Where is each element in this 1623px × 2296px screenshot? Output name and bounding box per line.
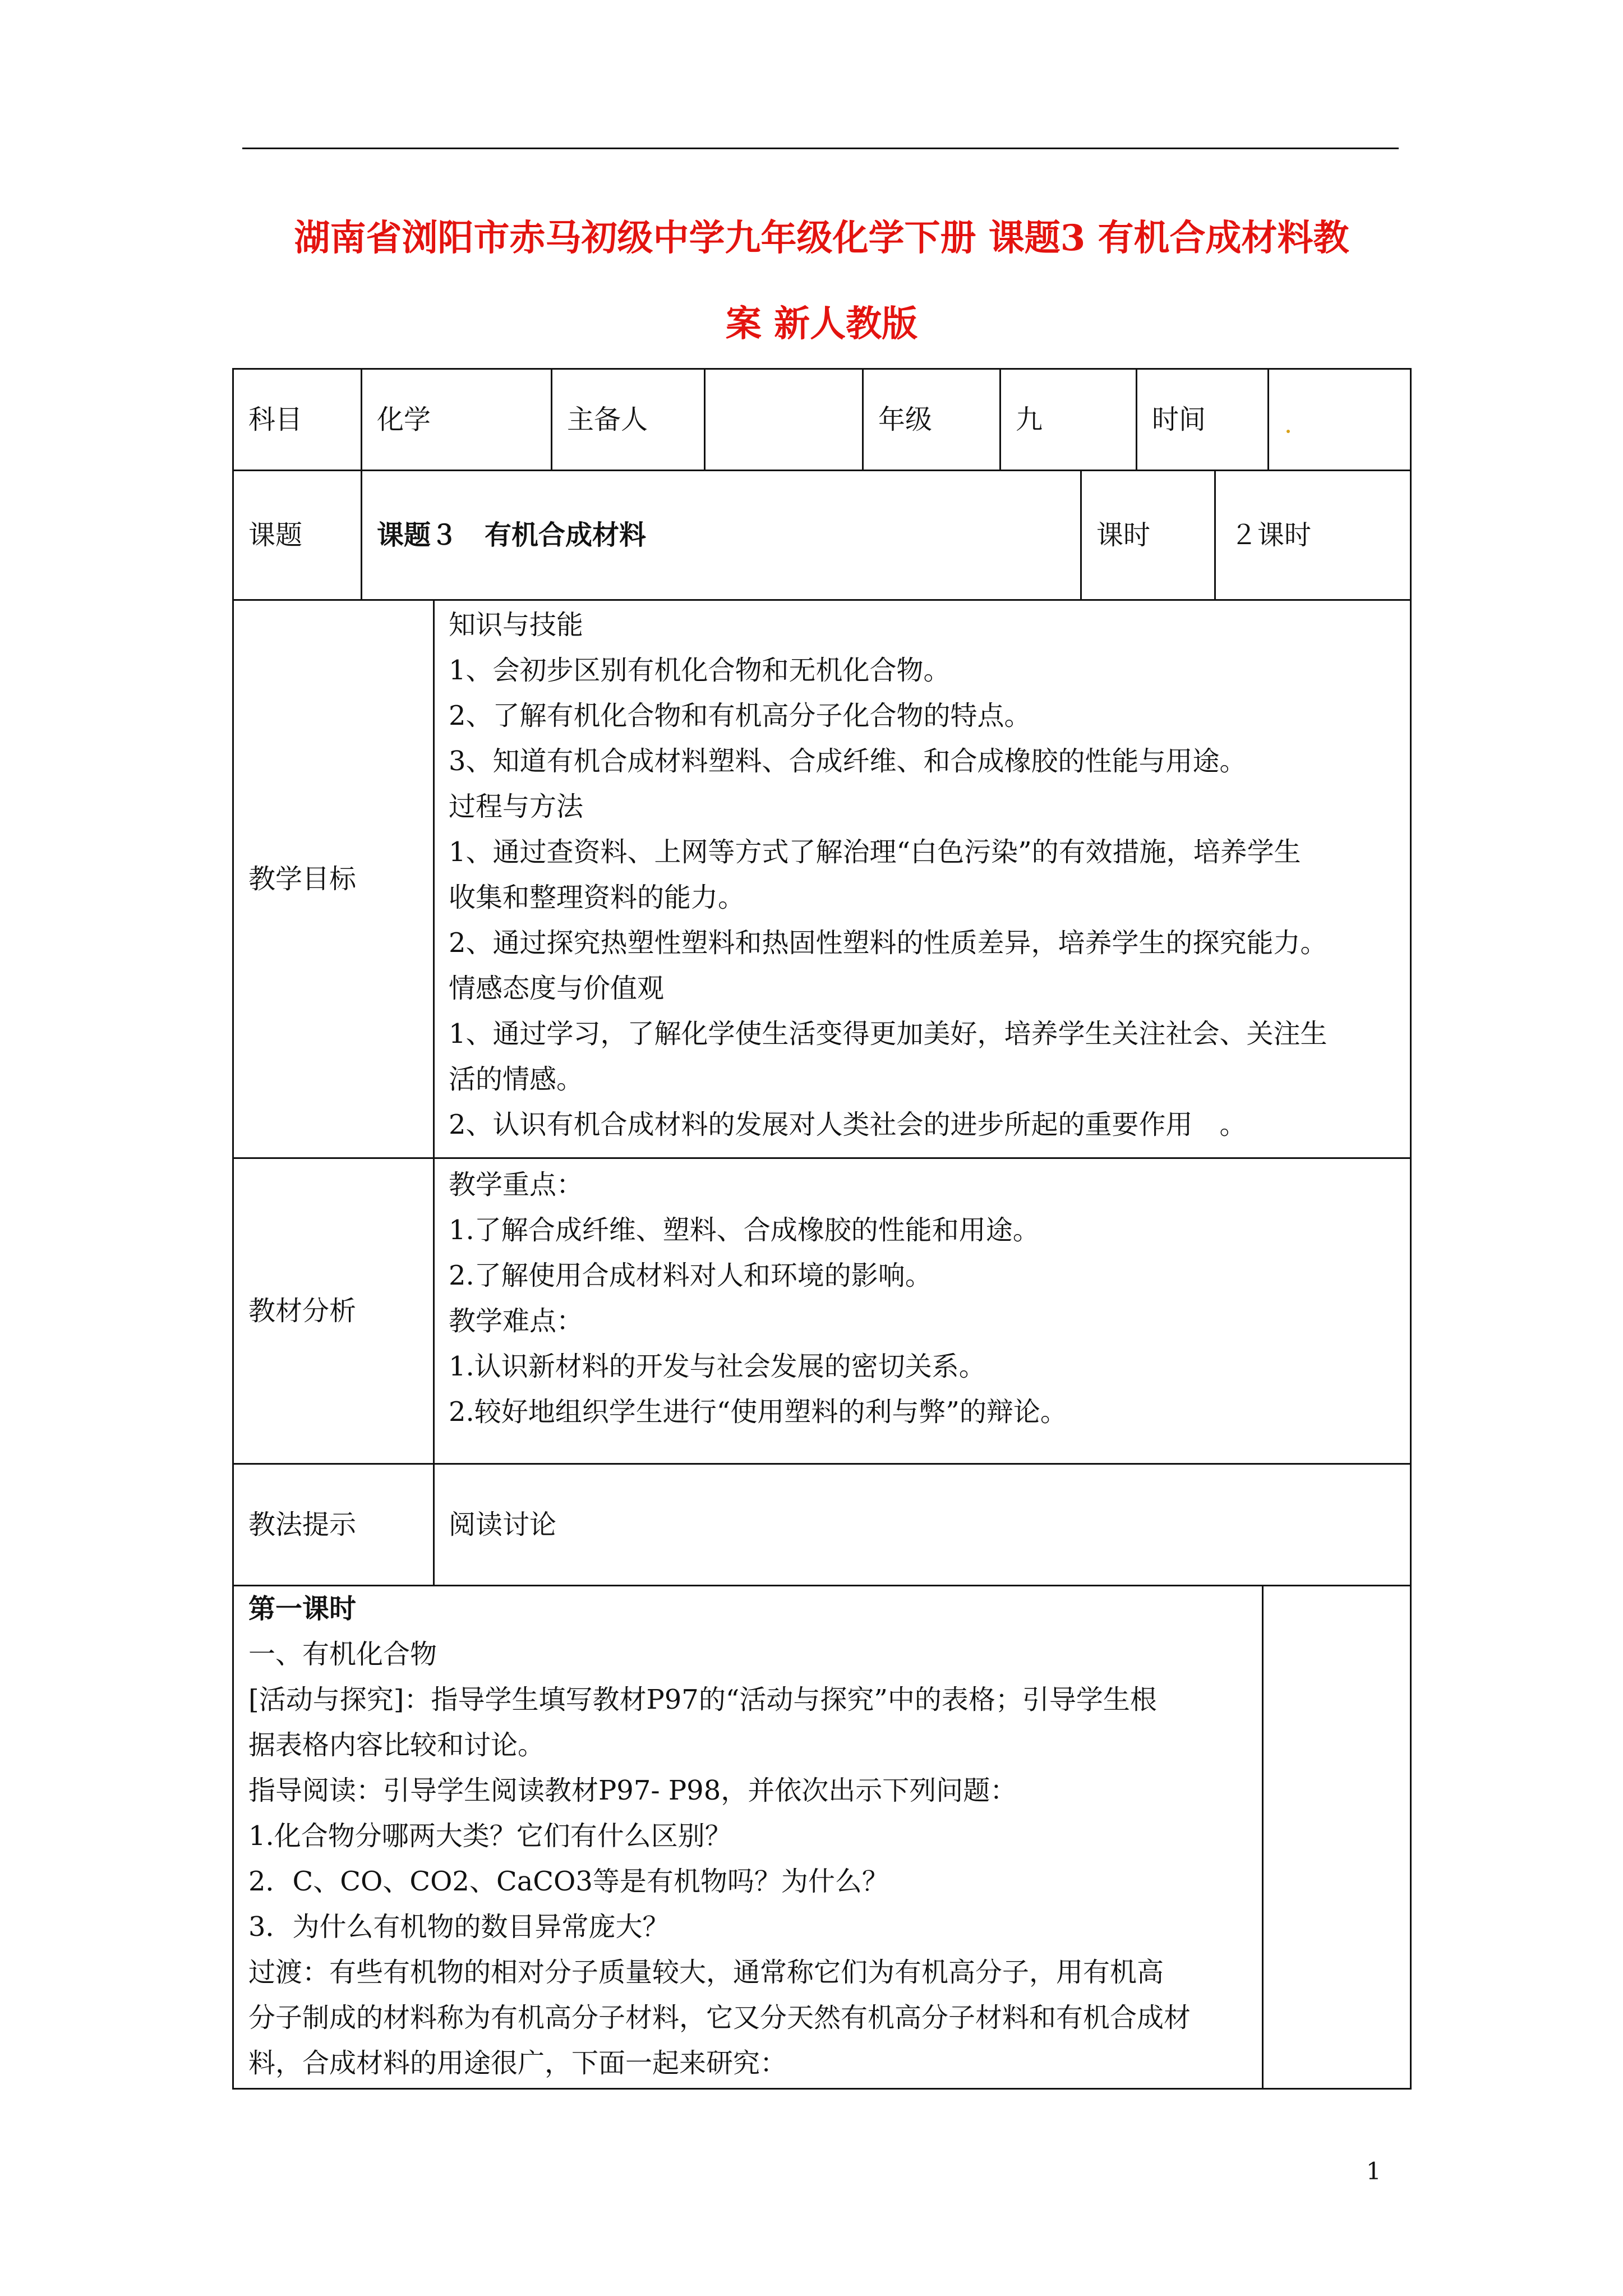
header-rule [242, 148, 1399, 149]
objectives-line: 1、通过学习，了解化学使生活变得更加美好，培养学生关注社会、关注生 [449, 1018, 1327, 1050]
grade-value: 九 [1016, 404, 1043, 435]
method-row [232, 1463, 1412, 1586]
objectives-line: 知识与技能 [449, 609, 584, 641]
info-divider [999, 368, 1001, 471]
lesson-line: 3．为什么有机物的数目异常庞大？ [248, 1911, 670, 1943]
analysis-divider [433, 1157, 435, 1465]
objectives-content [449, 602, 1327, 1148]
objectives-line: 1、通过查资料、上网等方式了解治理“白色污染”的有效措施，培养学生 [449, 836, 1301, 868]
stray-mark [1287, 430, 1290, 433]
info-divider [1136, 368, 1137, 471]
subject-label: 科目 [248, 404, 303, 435]
objectives-line: 2、认识有机合成材料的发展对人类社会的进步所起的重要作用 。 [449, 1109, 1247, 1140]
method-label: 教法提示 [248, 1509, 357, 1540]
objectives-line: 过程与方法 [449, 791, 584, 822]
lesson-line: 分子制成的材料称为有机高分子材料，它又分天然有机高分子材料和有机合成材 [248, 2002, 1191, 2033]
lesson-divider [1262, 1585, 1264, 2090]
objectives-line: 活的情感。 [449, 1064, 584, 1095]
grade-label: 年级 [878, 404, 933, 435]
analysis-line: 教学难点： [449, 1305, 584, 1337]
topic-divider [1080, 470, 1082, 601]
analysis-line: 2.较好地组织学生进行“使用塑料的利与弊”的辩论。 [449, 1396, 1067, 1428]
analysis-line: 1.认识新材料的开发与社会发展的密切关系。 [449, 1351, 986, 1382]
preparer-label: 主备人 [567, 404, 648, 435]
subject-value: 化学 [377, 404, 431, 435]
analysis-line: 1.了解合成纤维、塑料、合成橡胶的性能和用途。 [449, 1214, 1040, 1246]
lesson-line: 过渡：有些有机物的相对分子质量较大，通常称它们为有机高分子，用有机高 [248, 1957, 1164, 1988]
objectives-label: 教学目标 [248, 863, 357, 895]
page-number: 1 [1366, 2157, 1381, 2185]
lesson-line: 一、有机化合物 [248, 1639, 437, 1670]
objectives-line: 2、通过探究热塑性塑料和热固性塑料的性质差异，培养学生的探究能力。 [449, 927, 1327, 959]
info-divider [704, 368, 706, 471]
method-value: 阅读讨论 [449, 1509, 557, 1540]
info-divider [551, 368, 552, 471]
hours-value: ２课时 [1230, 519, 1312, 551]
info-divider [361, 368, 362, 471]
info-divider [862, 368, 864, 471]
objectives-line: 情感态度与价值观 [449, 973, 665, 1004]
hours-label: 课时 [1096, 519, 1151, 551]
topic-label: 课题 [248, 519, 303, 551]
document-title-line-1: 湖南省浏阳市赤马初级中学九年级化学下册 课题3 有机合成材料教 [294, 217, 1349, 259]
objectives-divider [433, 599, 435, 1159]
lesson-heading: 第一课时 [248, 1593, 357, 1625]
time-label: 时间 [1152, 404, 1206, 435]
objectives-line: 3、知道有机合成材料塑料、合成纤维、和合成橡胶的性能与用途。 [449, 746, 1247, 777]
lesson-line: 2．C、CO、CO2、CaCO3等是有机物吗？为什么？ [248, 1866, 889, 1897]
analysis-line: 教学重点： [449, 1169, 584, 1200]
analysis-content [449, 1162, 1067, 1435]
lesson-line: 1.化合物分哪两大类？它们有什么区别？ [248, 1820, 732, 1852]
info-divider [1267, 368, 1269, 471]
method-divider [433, 1463, 435, 1586]
lesson-line: [活动与探究]：指导学生填写教材P97的“活动与探究”中的表格；引导学生根 [248, 1684, 1157, 1715]
document-title-line-2: 案 新人教版 [725, 303, 918, 345]
lesson-line: 料，合成材料的用途很广，下面一起来研究： [248, 2047, 787, 2079]
topic-divider [1214, 470, 1216, 601]
objectives-line: 收集和整理资料的能力。 [449, 882, 745, 913]
topic-value: 课题３ 有机合成材料 [377, 519, 647, 551]
objectives-line: 2、了解有机化合物和有机高分子化合物的特点。 [449, 700, 1031, 731]
lesson-line: 据表格内容比较和讨论。 [248, 1729, 545, 1761]
lesson-line: 指导阅读：引导学生阅读教材P97- P98，并依次出示下列问题： [248, 1775, 1017, 1806]
objectives-line: 1、会初步区别有机化合物和无机化合物。 [449, 655, 951, 686]
analysis-line: 2.了解使用合成材料对人和环境的影响。 [449, 1260, 932, 1291]
analysis-label: 教材分析 [248, 1295, 357, 1327]
lesson-content [248, 1586, 1191, 2086]
topic-divider [361, 470, 362, 601]
